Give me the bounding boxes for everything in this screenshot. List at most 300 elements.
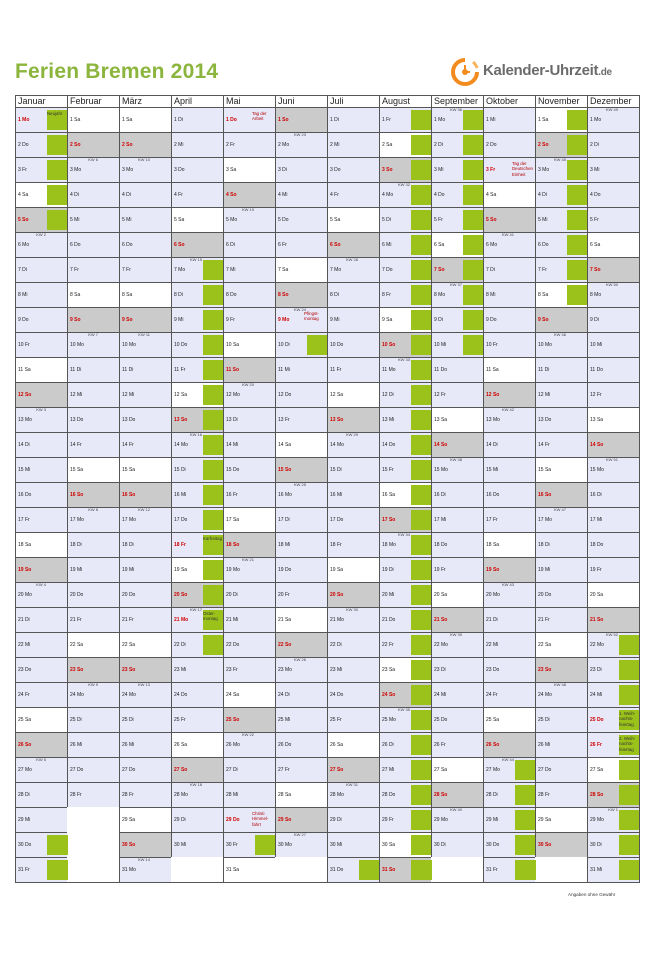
day-cell — [379, 457, 431, 482]
day-label: 9 Mi — [330, 317, 340, 323]
day-cell — [171, 807, 223, 832]
day-label: 20 Mo — [486, 592, 500, 598]
public-holiday-label: Neujahr — [47, 111, 63, 116]
day-label: 13 Do — [538, 417, 552, 423]
day-cell — [431, 182, 483, 207]
day-label: 13 Fr — [278, 417, 290, 423]
day-label: 22 Mi — [486, 642, 499, 648]
day-label: 31 So — [382, 867, 396, 873]
day-label: 26 Mo — [226, 742, 240, 748]
day-label: 20 Do — [122, 592, 136, 598]
day-cell — [327, 482, 379, 507]
day-label: 21 Fr — [122, 617, 134, 623]
school-holiday-marker — [307, 335, 328, 355]
day-label: 30 Do — [486, 842, 500, 848]
day-cell — [119, 332, 171, 357]
day-label: 9 So — [122, 317, 133, 323]
day-cell — [119, 457, 171, 482]
day-label: 25 Di — [70, 717, 82, 723]
day-label: 3 Mi — [590, 167, 600, 173]
day-label: 26 Di — [382, 742, 394, 748]
day-label: 15 Sa — [70, 467, 84, 473]
school-holiday-marker — [203, 435, 224, 455]
day-label: 28 Do — [382, 792, 396, 798]
day-label: 7 Sa — [278, 267, 289, 273]
day-cell — [587, 257, 639, 282]
day-cell — [15, 807, 67, 832]
day-cell — [379, 182, 431, 207]
day-label: 16 Mi — [174, 492, 187, 498]
day-cell — [379, 357, 431, 382]
day-cell — [15, 407, 67, 432]
day-label: 25 Fr — [174, 717, 186, 723]
day-label: 11 Di — [122, 367, 134, 373]
day-cell — [275, 557, 327, 582]
day-cell — [275, 107, 327, 132]
day-cell — [223, 132, 275, 157]
month-header: September — [431, 95, 483, 107]
day-label: 18 Mo — [382, 542, 396, 548]
day-cell — [587, 532, 639, 557]
day-cell — [483, 857, 535, 882]
day-label: 6 Mi — [382, 242, 392, 248]
day-label: 27 So — [174, 767, 188, 773]
school-holiday-marker — [411, 185, 432, 205]
day-cell — [119, 532, 171, 557]
calendar-week-label: KW 37 — [449, 282, 462, 287]
day-label: 21 Fr — [538, 617, 550, 623]
day-label: 8 Do — [226, 292, 237, 298]
day-label: 24 Mi — [434, 692, 447, 698]
day-cell — [171, 782, 223, 807]
day-cell — [223, 432, 275, 457]
school-holiday-marker — [515, 760, 536, 780]
day-label: 11 Di — [70, 367, 82, 373]
day-label: 19 Fr — [590, 567, 602, 573]
day-cell — [483, 407, 535, 432]
day-label: 30 Di — [434, 842, 446, 848]
calendar-week-label: KW 21 — [241, 557, 254, 562]
day-label: 1 Di — [330, 117, 339, 123]
day-cell — [587, 357, 639, 382]
day-cell — [171, 357, 223, 382]
day-label: 3 Fr — [18, 167, 27, 173]
day-label: 2 So — [122, 142, 133, 148]
school-holiday-marker — [411, 860, 432, 880]
day-cell — [275, 482, 327, 507]
day-cell — [483, 157, 535, 182]
day-label: 20 So — [174, 592, 188, 598]
day-cell — [483, 732, 535, 757]
day-label: 3 So — [382, 167, 393, 173]
day-label: 4 Di — [70, 192, 79, 198]
day-label: 14 Do — [382, 442, 396, 448]
day-label: 24 Mo — [538, 692, 552, 698]
school-holiday-marker — [619, 660, 640, 680]
day-cell — [379, 682, 431, 707]
day-label: 28 So — [434, 792, 448, 798]
day-label: 28 So — [590, 792, 604, 798]
day-label: 12 Mi — [70, 392, 83, 398]
school-holiday-marker — [411, 810, 432, 830]
day-label: 9 Do — [486, 317, 497, 323]
day-cell — [587, 107, 639, 132]
month-header: April — [171, 95, 223, 107]
day-label: 7 Fr — [122, 267, 131, 273]
day-cell — [535, 632, 587, 657]
school-holiday-marker — [411, 560, 432, 580]
day-label: 11 So — [226, 367, 240, 373]
site-logo[interactable] — [449, 54, 639, 90]
day-label: 5 Mo — [226, 217, 238, 223]
day-label: 22 Di — [330, 642, 342, 648]
day-cell — [15, 282, 67, 307]
day-label: 11 Sa — [18, 367, 31, 373]
day-cell — [275, 757, 327, 782]
day-label: 22 So — [278, 642, 292, 648]
school-holiday-marker — [463, 110, 484, 130]
day-label: 19 So — [18, 567, 32, 573]
day-cell — [587, 182, 639, 207]
day-label: 30 Fr — [226, 842, 238, 848]
day-cell — [379, 757, 431, 782]
day-label: 4 Di — [538, 192, 547, 198]
day-cell — [15, 357, 67, 382]
day-label: 2 So — [538, 142, 549, 148]
day-label: 26 Mi — [70, 742, 83, 748]
day-label: 1 Fr — [382, 117, 391, 123]
day-cell — [119, 557, 171, 582]
day-cell — [327, 657, 379, 682]
day-label: 19 Mi — [122, 567, 135, 573]
day-cell — [431, 157, 483, 182]
day-label: 25 So — [226, 717, 240, 723]
day-label: 11 Fr — [174, 367, 186, 373]
day-cell — [587, 232, 639, 257]
month-header: November — [535, 95, 587, 107]
day-cell — [119, 682, 171, 707]
calendar-week-label: KW 24 — [293, 307, 306, 312]
day-label: 12 Mo — [226, 392, 240, 398]
day-label: 3 Sa — [226, 167, 237, 173]
day-cell — [535, 732, 587, 757]
day-cell — [587, 482, 639, 507]
day-cell — [223, 207, 275, 232]
school-holiday-marker — [203, 410, 224, 430]
day-cell — [15, 182, 67, 207]
day-cell — [379, 657, 431, 682]
day-cell — [327, 557, 379, 582]
day-cell — [15, 382, 67, 407]
day-label: 13 Do — [122, 417, 136, 423]
day-label: 29 Di — [330, 817, 342, 823]
day-cell — [275, 307, 327, 332]
day-label: 7 Mo — [330, 267, 342, 273]
school-holiday-marker — [567, 110, 588, 130]
day-cell — [223, 782, 275, 807]
school-holiday-marker — [463, 335, 484, 355]
day-cell — [15, 257, 67, 282]
public-holiday-label: Karfreitag — [203, 536, 223, 541]
day-cell — [587, 332, 639, 357]
day-cell — [379, 432, 431, 457]
day-cell — [431, 207, 483, 232]
school-holiday-marker — [203, 585, 224, 605]
day-label: 17 Mi — [590, 517, 603, 523]
calendar-week-label: KW 50 — [605, 282, 618, 287]
day-label: 29 Mi — [18, 817, 31, 823]
day-label: 29 Sa — [122, 817, 136, 823]
day-cell — [171, 707, 223, 732]
school-holiday-marker — [463, 310, 484, 330]
day-cell — [171, 582, 223, 607]
day-label: 23 Di — [590, 667, 602, 673]
day-label: 27 Mo — [486, 767, 500, 773]
day-label: 22 Mo — [434, 642, 448, 648]
school-holiday-marker — [411, 260, 432, 280]
day-cell — [171, 282, 223, 307]
day-label: 28 Sa — [278, 792, 292, 798]
public-holiday-label: Pfingst-montag — [304, 311, 319, 322]
day-cell — [223, 157, 275, 182]
day-label: 12 Fr — [434, 392, 446, 398]
day-cell — [171, 607, 223, 632]
school-holiday-marker — [515, 860, 536, 880]
day-cell — [327, 432, 379, 457]
day-cell — [223, 857, 275, 882]
day-cell — [483, 307, 535, 332]
day-label: 30 Do — [18, 842, 32, 848]
day-label: 6 Sa — [590, 242, 601, 248]
day-label: 11 Mi — [278, 367, 290, 373]
day-label: 8 Di — [174, 292, 183, 298]
day-cell — [327, 232, 379, 257]
day-label: 24 Mo — [122, 692, 136, 698]
day-cell — [67, 357, 119, 382]
day-label: 6 So — [174, 242, 185, 248]
school-holiday-marker — [359, 860, 380, 880]
day-label: 10 Do — [330, 342, 344, 348]
day-cell — [431, 332, 483, 357]
day-label: 13 So — [174, 417, 188, 423]
day-label: 26 Mi — [538, 742, 551, 748]
day-label: 25 Do — [434, 717, 448, 723]
day-cell — [327, 732, 379, 757]
day-label: 2 So — [70, 142, 81, 148]
day-cell — [379, 532, 431, 557]
month-header: Mai — [223, 95, 275, 107]
day-label: 24 So — [382, 692, 396, 698]
day-label: 12 Fr — [590, 392, 602, 398]
day-cell — [223, 482, 275, 507]
day-cell — [535, 757, 587, 782]
day-label: 11 Do — [434, 367, 447, 373]
day-cell — [223, 582, 275, 607]
day-cell — [431, 132, 483, 157]
day-cell — [535, 182, 587, 207]
day-label: 18 Fr — [174, 542, 186, 548]
day-cell — [119, 207, 171, 232]
day-label: 23 So — [70, 667, 84, 673]
day-label: 20 Sa — [590, 592, 604, 598]
day-cell — [483, 532, 535, 557]
day-label: 8 Fr — [382, 292, 391, 298]
school-holiday-marker — [411, 585, 432, 605]
day-cell — [119, 257, 171, 282]
day-cell — [67, 607, 119, 632]
calendar-week-label: KW 32 — [397, 182, 410, 187]
school-holiday-marker — [463, 260, 484, 280]
day-label: 11 Fr — [330, 367, 342, 373]
day-label: 29 Mo — [590, 817, 604, 823]
school-holiday-marker — [567, 210, 588, 230]
day-label: 28 Mo — [174, 792, 188, 798]
day-label: 10 Fr — [18, 342, 30, 348]
day-cell — [223, 807, 275, 832]
calendar-week-label: KW 48 — [553, 682, 566, 687]
day-label: 8 So — [278, 292, 289, 298]
calendar-week-label: KW 44 — [501, 757, 514, 762]
day-cell — [15, 532, 67, 557]
day-label: 26 Sa — [174, 742, 188, 748]
day-label: 29 So — [278, 817, 292, 823]
day-label: 11 Do — [590, 367, 603, 373]
day-cell — [327, 132, 379, 157]
day-cell — [587, 207, 639, 232]
day-cell — [67, 482, 119, 507]
day-label: 13 Mi — [382, 417, 395, 423]
day-label: 15 Mi — [18, 467, 31, 473]
day-label: 22 Fr — [382, 642, 394, 648]
school-holiday-marker — [411, 610, 432, 630]
day-label: 24 Sa — [226, 692, 240, 698]
day-cell — [67, 432, 119, 457]
month-header: Januar — [15, 95, 67, 107]
day-cell — [67, 232, 119, 257]
day-cell — [379, 482, 431, 507]
day-cell — [535, 457, 587, 482]
day-label: 25 Di — [538, 717, 550, 723]
day-cell — [431, 282, 483, 307]
day-cell — [587, 432, 639, 457]
day-label: 14 Fr — [70, 442, 82, 448]
day-label: 15 Do — [226, 467, 240, 473]
day-cell — [223, 382, 275, 407]
day-label: 25 Sa — [18, 717, 32, 723]
calendar-week-label: KW 9 — [88, 682, 98, 687]
day-label: 21 Do — [382, 617, 396, 623]
day-cell — [15, 732, 67, 757]
day-label: 16 Sa — [382, 492, 396, 498]
day-cell — [483, 807, 535, 832]
day-cell — [275, 807, 327, 832]
day-cell — [379, 632, 431, 657]
day-cell — [379, 382, 431, 407]
day-label: 12 Sa — [330, 392, 344, 398]
day-label: 30 Mo — [278, 842, 292, 848]
day-cell — [379, 407, 431, 432]
school-holiday-marker — [411, 835, 432, 855]
public-holiday-label: Tag der Arbeit — [252, 111, 267, 122]
day-cell — [587, 457, 639, 482]
day-cell — [327, 532, 379, 557]
day-label: 14 Mi — [226, 442, 239, 448]
school-holiday-marker — [203, 485, 224, 505]
day-label: 22 Sa — [538, 642, 552, 648]
day-label: 3 Di — [278, 167, 287, 173]
day-label: 7 Fr — [70, 267, 79, 273]
school-holiday-marker — [411, 110, 432, 130]
day-label: 21 Mi — [226, 617, 239, 623]
day-cell — [327, 632, 379, 657]
day-cell — [535, 532, 587, 557]
day-label: 8 Sa — [538, 292, 549, 298]
day-cell — [119, 857, 171, 882]
day-label: 17 Di — [278, 517, 290, 523]
day-cell — [431, 557, 483, 582]
month-header: Juni — [275, 95, 327, 107]
day-cell — [223, 507, 275, 532]
day-label: 20 Do — [538, 592, 552, 598]
day-cell — [171, 557, 223, 582]
day-label: 9 Fr — [226, 317, 235, 323]
day-cell — [431, 257, 483, 282]
day-label: 24 Mo — [70, 692, 84, 698]
school-holiday-marker — [203, 635, 224, 655]
day-cell — [431, 732, 483, 757]
day-label: 16 So — [538, 492, 552, 498]
day-label: 8 Sa — [122, 292, 133, 298]
day-label: 5 Sa — [174, 217, 185, 223]
day-label: 24 Fr — [486, 692, 498, 698]
day-label: 4 So — [226, 192, 237, 198]
month-header: Oktober — [483, 95, 535, 107]
school-holiday-marker — [203, 510, 224, 530]
day-cell — [67, 457, 119, 482]
day-label: 28 Mi — [226, 792, 239, 798]
day-label: 28 Fr — [70, 792, 82, 798]
day-cell — [275, 207, 327, 232]
day-label: 2 Do — [18, 142, 29, 148]
calendar-week-label: KW 51 — [605, 457, 618, 462]
day-cell — [171, 382, 223, 407]
day-label: 18 Di — [122, 542, 134, 548]
day-label: 20 Sa — [434, 592, 448, 598]
calendar-week-label: KW 15 — [189, 257, 202, 262]
day-cell — [431, 107, 483, 132]
day-label: 5 Mi — [70, 217, 80, 223]
day-label: 24 Mi — [590, 692, 603, 698]
day-cell — [587, 632, 639, 657]
day-label: 30 Mi — [174, 842, 187, 848]
day-label: 27 So — [330, 767, 344, 773]
day-label: 15 Mo — [590, 467, 604, 473]
day-cell — [431, 357, 483, 382]
day-label: 4 Mi — [278, 192, 288, 198]
day-cell — [431, 657, 483, 682]
school-holiday-marker — [567, 160, 588, 180]
day-label: 21 So — [590, 617, 604, 623]
day-label: 10 Mi — [434, 342, 447, 348]
day-label: 18 Do — [434, 542, 448, 548]
school-holiday-marker — [619, 810, 640, 830]
day-label: 14 Mo — [330, 442, 344, 448]
day-cell — [67, 532, 119, 557]
day-label: 13 So — [330, 417, 344, 423]
day-label: 19 Mi — [538, 567, 551, 573]
day-label: 7 So — [590, 267, 601, 273]
public-holiday-label: Christi Himmel-fahrt — [252, 811, 269, 827]
